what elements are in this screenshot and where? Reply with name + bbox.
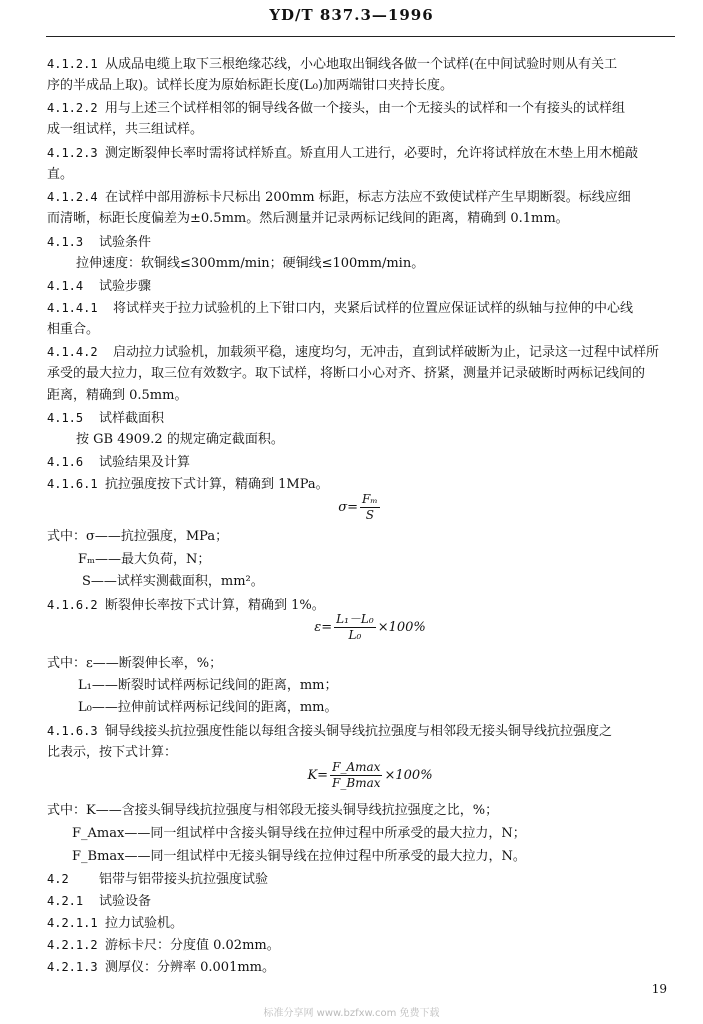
formula-tail: ×100% <box>377 620 426 635</box>
where-text: L₀——拉伸前试样两标记线间的距离，mm。 <box>78 700 338 715</box>
clause-number: 4.2.1.2 <box>47 938 98 952</box>
clause-text: 试验结果及计算 <box>99 455 191 470</box>
watermark-text: 标准分享网 www.bzfxw.com 免费下载 <box>263 1008 440 1019</box>
header-rule <box>46 36 675 37</box>
section-4-1-4 <box>47 277 151 296</box>
clause-continuation <box>47 365 645 383</box>
clause-4-2-1-3 <box>47 958 275 977</box>
clause-text: 拉伸速度：软铜线≤300mm/min；硬铜线≤100mm/min。 <box>76 256 425 271</box>
clause-number: 4.2 <box>47 872 69 886</box>
clause-text: 断裂伸长率按下式计算，精确到 1%。 <box>105 598 325 613</box>
formula-fraction <box>330 760 382 791</box>
clause-number: 4.1.6.2 <box>47 598 98 612</box>
clause-text: 成一组试样，共三组试样。 <box>47 122 204 137</box>
where-line <box>78 699 338 717</box>
clause-text: 在试样中部用游标卡尺标出 200mm 标距，标志方法应不致使试样产生早期断裂。标线应细 <box>105 190 631 205</box>
formula-lhs: σ= <box>338 500 359 515</box>
formula-elongation <box>280 612 460 643</box>
clause-number: 4.1.2.3 <box>47 146 98 160</box>
formula-tail: ×100% <box>384 768 433 783</box>
clause-continuation <box>76 255 424 273</box>
formula-fraction <box>334 612 376 643</box>
clause-text: 测厚仪：分辨率 0.001mm。 <box>105 960 276 975</box>
clause-number: 4.1.2.4 <box>47 190 98 204</box>
formula-tensile-strength <box>300 492 420 523</box>
clause-text: 将试样夹于拉力试验机的上下钳口内，夹紧后试样的位置应保证试样的纵轴与拉伸的中心线 <box>113 301 634 316</box>
formula-lhs: K= <box>307 768 329 783</box>
section-4-1-3 <box>47 233 151 252</box>
clause-number: 4.2.1 <box>47 894 84 908</box>
clause-4-1-4-1 <box>47 299 633 318</box>
clause-text: 测定断裂伸长率时需将试样矫直。矫直用人工进行，必要时，允许将试样放在木垫上用木槌敲 <box>105 146 639 161</box>
clause-text: 铜导线接头抗拉强度性能以每组含接头铜导线抗拉强度与相邻段无接头铜导线抗拉强度之 <box>105 724 613 739</box>
where-line <box>78 677 338 695</box>
where-line <box>47 528 228 546</box>
where-text: F_Amax——同一组试样中含接头铜导线在拉伸过程中所承受的最大拉力，N； <box>72 826 526 841</box>
clause-number: 4.1.2.2 <box>47 101 98 115</box>
clause-4-1-6-3 <box>47 722 612 741</box>
clause-number: 4.2.1.3 <box>47 960 98 974</box>
clause-continuation <box>47 77 453 95</box>
clause-number: 4.1.6.1 <box>47 477 98 491</box>
where-text: 式中：σ——抗拉强度，MPa； <box>47 529 229 544</box>
clause-continuation <box>47 321 99 339</box>
where-line <box>72 848 526 866</box>
clause-number: 4.1.5 <box>47 411 84 425</box>
clause-4-1-2-1 <box>47 55 617 74</box>
clause-text: 比表示，按下式计算： <box>47 745 178 760</box>
page-number: 19 <box>651 982 667 996</box>
clause-number: 4.1.3 <box>47 235 84 249</box>
clause-text: 试样截面积 <box>99 411 165 426</box>
clause-4-1-2-3 <box>47 144 638 163</box>
clause-text: 序的半成品上取)。试样长度为原始标距长度(L₀)加两端钳口夹持长度。 <box>47 78 454 93</box>
clause-continuation <box>47 210 569 228</box>
clause-continuation <box>47 121 203 139</box>
clause-text: 而清晰，标距长度偏差为±0.5mm。然后测量并记录两标记线间的距离，精确到 0.1mm。 <box>47 211 569 226</box>
formula-lhs: ε= <box>314 620 333 635</box>
formula-numerator: L₁－L₀ <box>336 612 374 626</box>
where-text: S——试样实测截面积，mm²。 <box>82 574 264 589</box>
clause-text: 直。 <box>47 167 74 182</box>
clause-text: 试验步骤 <box>99 279 152 294</box>
where-line <box>72 825 526 843</box>
where-line <box>47 655 222 673</box>
clause-continuation <box>76 431 284 449</box>
clause-4-2-1-2 <box>47 936 280 955</box>
clause-text: 相重合。 <box>47 322 100 337</box>
clause-4-1-2-4 <box>47 188 631 207</box>
clause-text: 游标卡尺：分度值 0.02mm。 <box>105 938 280 953</box>
section-4-1-6 <box>47 453 190 472</box>
where-line <box>78 551 210 569</box>
clause-number: 4.1.4.1 <box>47 301 98 315</box>
formula-denominator: L₀ <box>348 628 362 642</box>
clause-number: 4.1.4.2 <box>47 345 98 359</box>
clause-number: 4.1.6.3 <box>47 724 98 738</box>
clause-number: 4.1.4 <box>47 279 84 293</box>
document-code-header: YD/T 837.3—1996 <box>269 6 434 24</box>
clause-4-1-6-1 <box>47 475 329 494</box>
clause-text: 从成品电缆上取下三根绝缘芯线，小心地取出铜线各做一个试样(在中间试验时则从有关工 <box>105 57 618 72</box>
formula-fraction <box>360 492 380 523</box>
clause-text: 铝带与铝带接头抗拉强度试验 <box>99 872 269 887</box>
clause-text: 拉力试验机。 <box>105 916 184 931</box>
clause-text: 按 GB 4909.2 的规定确定截面积。 <box>76 432 284 447</box>
clause-number: 4.1.6 <box>47 455 84 469</box>
clause-text: 距离，精确到 0.5mm。 <box>47 388 188 403</box>
clause-text: 试验设备 <box>99 894 152 909</box>
formula-numerator: Fₘ <box>362 492 378 506</box>
clause-continuation <box>47 744 177 762</box>
where-line <box>47 802 498 820</box>
where-text: F_Bmax——同一组试样中无接头铜导线在拉伸过程中所承受的最大拉力，N。 <box>72 849 526 864</box>
where-text: 式中：ε——断裂伸长率，%； <box>47 656 223 671</box>
where-line <box>82 573 264 591</box>
clause-text: 抗拉强度按下式计算，精确到 1MPa。 <box>105 477 329 492</box>
where-text: Fₘ——最大负荷，N； <box>78 552 211 567</box>
clause-text: 启动拉力试验机，加载须平稳，速度均匀，无冲击，直到试样破断为止，记录这一过程中试样所 <box>113 345 660 360</box>
section-4-2-1 <box>47 892 151 911</box>
section-4-2 <box>47 870 268 889</box>
clause-4-1-2-2 <box>47 99 625 118</box>
clause-number: 4.2.1.1 <box>47 916 98 930</box>
clause-text: 承受的最大拉力，取三位有效数字。取下试样，将断口小心对齐、挤紧，测量并记录破断时两标记线间的 <box>47 366 646 381</box>
clause-continuation <box>47 166 73 184</box>
formula-denominator: S <box>365 508 374 522</box>
formula-denominator: F_Bmax <box>332 776 381 790</box>
clause-text: 试验条件 <box>99 235 152 250</box>
where-text: 式中：K——含接头铜导线抗拉强度与相邻段无接头铜导线抗拉强度之比，%； <box>47 803 499 818</box>
section-4-1-5 <box>47 409 164 428</box>
where-text: L₁——断裂时试样两标记线间的距离，mm； <box>78 678 338 693</box>
clause-text: 用与上述三个试样相邻的铜导线各做一个接头，由一个无接头的试样和一个有接头的试样组 <box>105 101 626 116</box>
clause-4-2-1-1 <box>47 914 183 933</box>
formula-numerator: F_Amax <box>332 760 381 774</box>
clause-4-1-4-2 <box>47 343 659 362</box>
clause-continuation <box>47 387 187 405</box>
formula-joint-ratio <box>280 760 460 791</box>
clause-number: 4.1.2.1 <box>47 57 98 71</box>
